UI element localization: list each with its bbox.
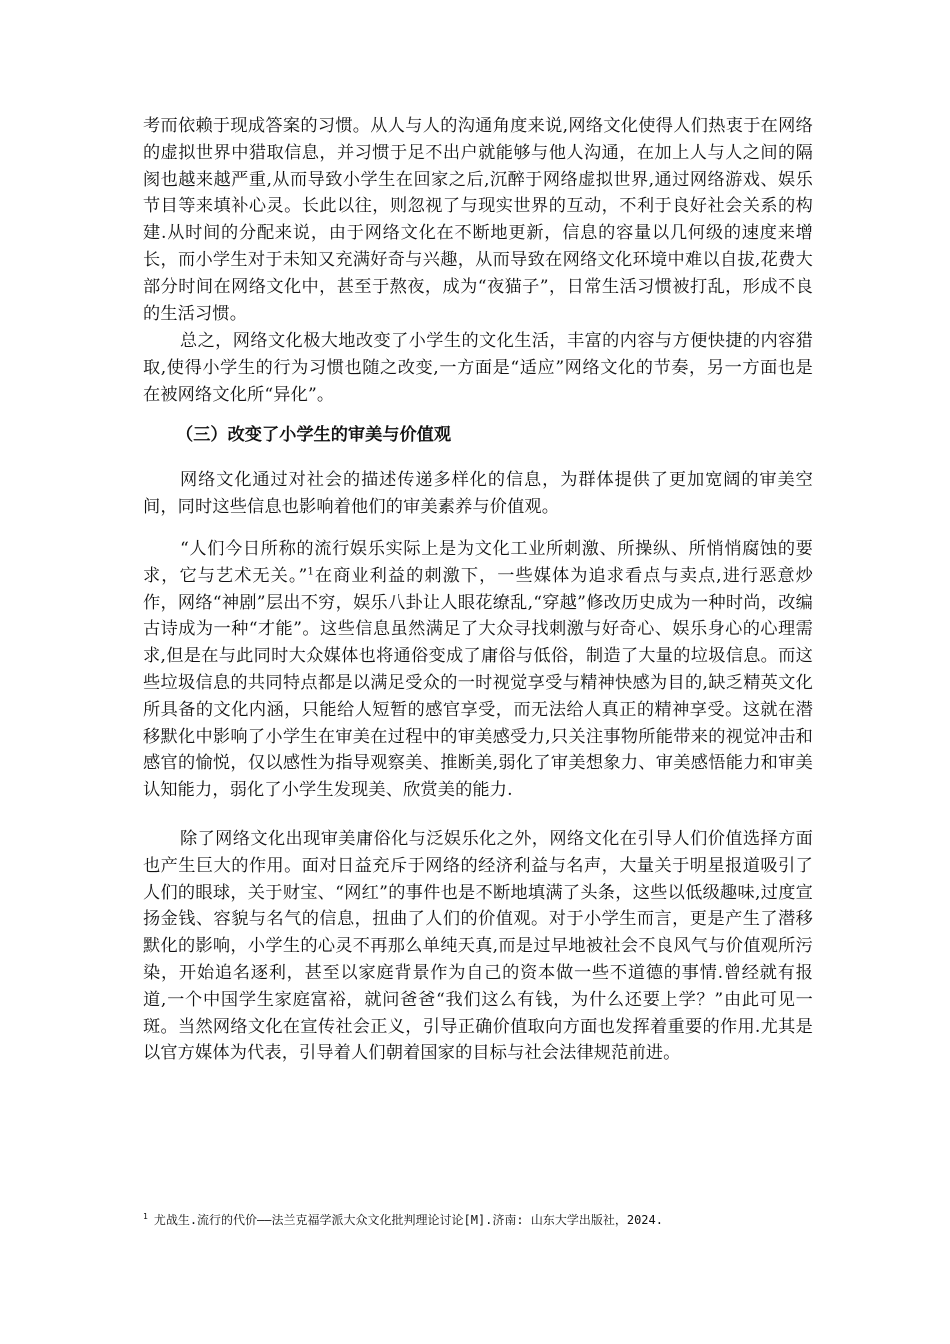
paragraph-summary: 总之，网络文化极大地改变了小学生的文化生活，丰富的内容与方便快捷的内容猎取,使得小学生的行为习惯也随之改变,一方面是“适应”网络文化的节奏，另一方面也是在被网络文化所“异化”。 bbox=[143, 331, 813, 405]
footnote-number: 1 bbox=[143, 1212, 148, 1221]
paragraph-aesthetic-intro: 网络文化通过对社会的描述传递多样化的信息，为群体提供了更加宽阔的审美空间，同时这些信息也影响着他们的审美素养与价值观。 bbox=[143, 470, 813, 517]
footnote bbox=[143, 1211, 823, 1229]
paragraph-body: 在商业利益的刺激下，一些媒体为追求看点与卖点,进行恶意炒作，网络“神剧”层出不穷，娱乐八卦让人眼花缭乱,“穿越”修改历史成为一种时尚，改编古诗成为一种“才能”。这些信息虽然满足了大众寻找刺激与好奇心、娱乐身心的心理需求,但是在与此同时大众媒体也将通俗变成了庸俗与低俗，制造了大量的垃圾信息。而这些垃圾信息的共同特点都是以满足受众的一时视觉享受与精神快感为目的,缺乏精英文化所具备的文化内涵，只能给人短暂的感官享受，而无法给人真正的精神享受。这就在潜移默化中影响了小学生在审美在过程中的审美感受力,只关注事物所能带来的视觉冲击和感官的愉悦，仅以感性为指导观察美、推断美,弱化了审美想象力、审美感悟能力和审美认知能力，弱化了小学生发现美、欣赏美的能力. bbox=[143, 565, 813, 801]
paragraph-value-guidance: 除了网络文化出现审美庸俗化与泛娱乐化之外，网络文化在引导人们价值选择方面也产生巨大的作用。面对日益充斥于网络的经济利益与名声，大量关于明星报道吸引了人们的眼球，关于财宝、“网红”的事件也是不断地填满了头条，这些以低级趣味,过度宣扬金钱、容貌与名气的信息，扭曲了人们的价值观。对于小学生而言，更是产生了潜移默化的影响，小学生的心灵不再那么单纯天真,而是过早地被社会不良风气与价值观所污染，开始追名逐利，甚至以家庭背景作为自己的资本做一些不道德的事情.曾经就有报道,一个中国学生家庭富裕，就问爸爸“我们这么有钱，为什么还要上学？”由此可见一斑。当然网络文化在宣传社会正义，引导正确价值取向方面也发挥着重要的作用.尤其是以官方媒体为代表，引导着人们朝着国家的目标与社会法律规范前进。 bbox=[143, 829, 813, 1064]
section-heading: （三）改变了小学生的审美与价值观 bbox=[176, 425, 452, 445]
footnote-reference[interactable]: 1 bbox=[307, 566, 315, 578]
paragraph-popular-entertainment bbox=[143, 536, 813, 804]
footnote-text: 尤战生.流行的代价——法兰克福学派大众文化批判理论讨论[M].济南: 山东大学出版社，2024. bbox=[153, 1213, 663, 1227]
quote-text: “人们今日所称的流行娱乐实际上是为文化工业所刺激、所操纵、所悄悄腐蚀的要求，它与艺术无关。” bbox=[143, 539, 813, 586]
paragraph-habits: 考而依赖于现成答案的习惯。从人与人的沟通角度来说,网络文化使得人们热衷于在网络的虚拟世界中猎取信息，并习惯于足不出户就能够与他人沟通，在加上人与人之间的隔阂也越来越严重,从而导致小学生在回家之后,沉醉于网络虚拟世界,通过网络游戏、娱乐节目等来填补心灵。长此以往，则忽视了与现实世界的互动，不利于良好社会关系的构建.从时间的分配来说，由于网络文化在不断地更新，信息的容量以几何级的速度来增长，而小学生对于未知又充满好奇与兴趣，从而导致在网络文化环境中难以自拔,花费大部分时间在网络文化中，甚至于熬夜，成为“夜猫子”，日常生活习惯被打乱，形成不良的生活习惯。 bbox=[143, 116, 813, 324]
